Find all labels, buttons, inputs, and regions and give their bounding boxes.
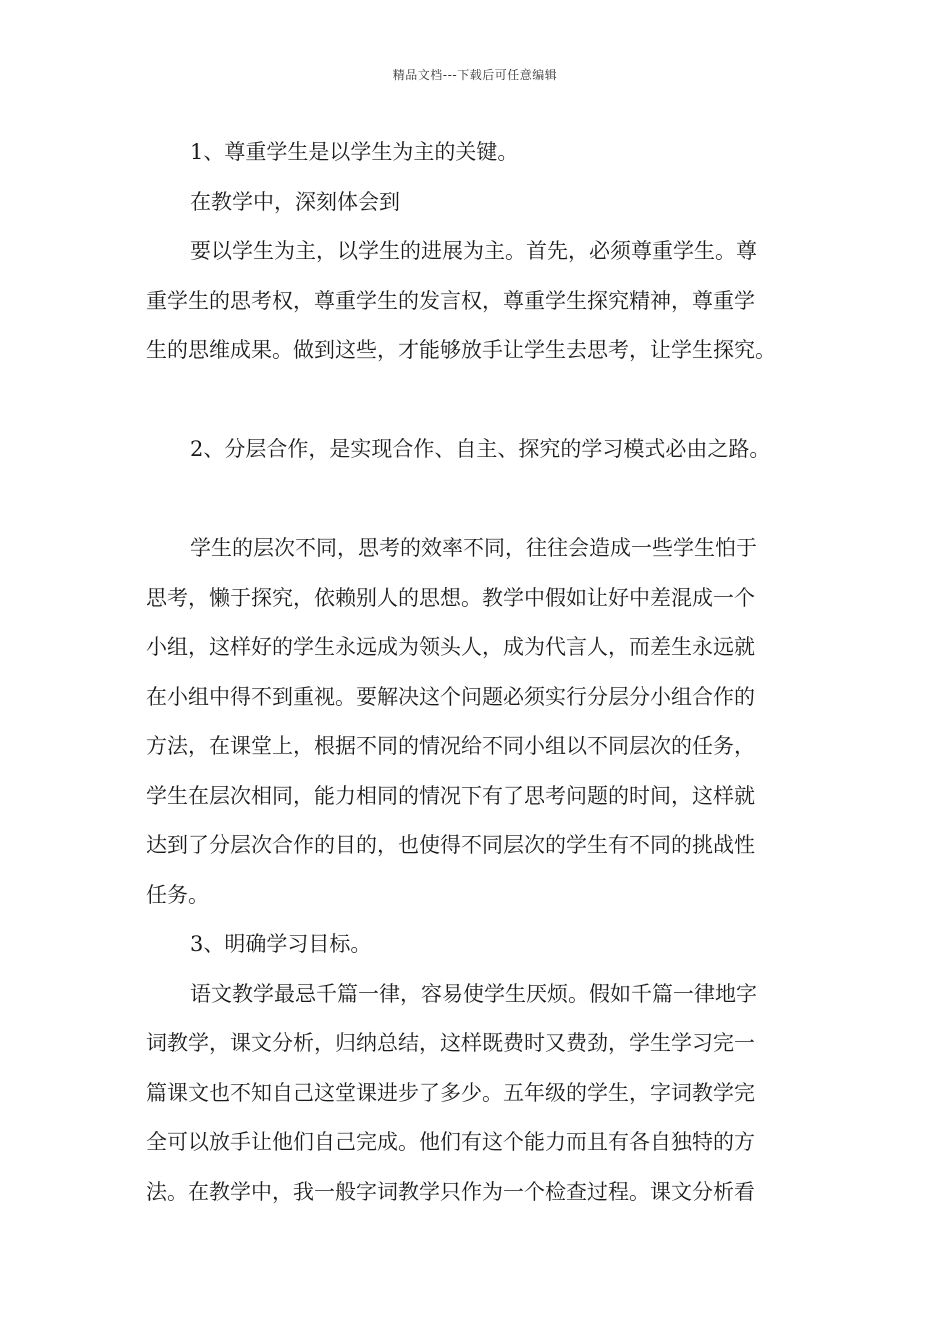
text-line: 任务。 xyxy=(146,882,209,907)
paragraph xyxy=(146,970,812,1218)
text-line: 学生的层次不同，思考的效率不同，往往会造成一些学生怕于 xyxy=(190,536,757,560)
text-line: 小组，这样好的学生永远成为领头人，成为代言人，而差生永远就 xyxy=(146,635,755,659)
text-line: 要以学生为主，以学生的进展为主。首先，必须尊重学生。尊 xyxy=(190,239,757,263)
section-heading xyxy=(146,178,812,228)
text-line: 在教学中，深刻体会到 xyxy=(190,189,400,214)
text-line: 篇课文也不知自己这堂课进步了多少。五年级的学生，字词教学完 xyxy=(146,1080,755,1105)
text-line: 词教学，课文分析，归纳总结，这样既费时又费劲，学生学习完一 xyxy=(146,1031,755,1055)
text-line: 重学生的思考权，尊重学生的发言权，尊重学生探究精神，尊重学 xyxy=(146,288,755,313)
document-body xyxy=(146,128,812,1217)
text-line: 达到了分层次合作的目的，也使得不同层次的学生有不同的挑战性 xyxy=(146,833,755,857)
text-line: 语文教学最忌千篇一律，容易使学生厌烦。假如千篇一律地字 xyxy=(190,981,757,1006)
text-line: 生的思维成果。做到这些，才能够放手让学生去思考，让学生探究。 xyxy=(146,338,776,362)
section-heading xyxy=(146,425,812,475)
text-line: 全可以放手让他们自己完成。他们有这个能力而且有各自独特的方 xyxy=(146,1130,755,1154)
text-line: 1、尊重学生是以学生为主的关键。 xyxy=(190,140,519,164)
text-line: 2、分层合作，是实现合作、自主、探究的学习模式必由之路。 xyxy=(190,437,771,461)
text-line: 在小组中得不到重视。要解决这个问题必须实行分层分小组合作的 xyxy=(146,684,755,709)
text-line: 学生在层次相同，能力相同的情况下有了思考问题的时间，这样就 xyxy=(146,783,755,808)
section-heading xyxy=(146,920,812,970)
paragraph-spacer xyxy=(146,475,812,525)
text-line: 法。在教学中，我一般字词教学只作为一个检查过程。课文分析看 xyxy=(146,1179,755,1204)
paragraph-spacer xyxy=(146,376,812,426)
paragraph xyxy=(146,524,812,920)
paragraph xyxy=(146,227,812,376)
page-header: 精品文档---下载后可任意编辑 xyxy=(392,68,558,82)
section-heading xyxy=(146,128,812,178)
text-line: 思考，懒于探究，依赖别人的思想。教学中假如让好中差混成一个 xyxy=(146,585,755,610)
text-line: 方法，在课堂上，根据不同的情况给不同小组以不同层次的任务， xyxy=(146,734,755,758)
text-line: 3、明确学习目标。 xyxy=(190,932,372,956)
